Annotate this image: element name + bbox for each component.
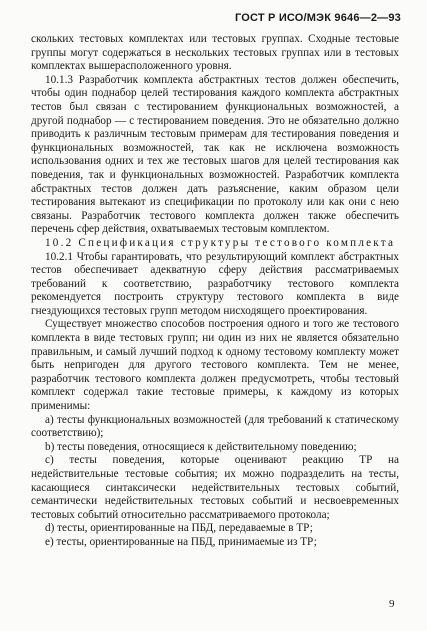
list-item-c: c) тесты поведения, которые оценивают реакцию ТР на недействительные тестовые события; их можно подразделить на тесты, касающиеся синтаксически недействительных тестовых событий, семантически недействительных тестовых событий и несвоевременных тестовых событий относительно рассматриваемого протокола; [31,454,399,521]
paragraph-continuation: скольких тестовых комплектах или тестовых группах. Сходные тестовые группы могут содержаться в нескольких тестовых группах или в тестовых комплектах вышерасположенного уровня. [31,33,399,73]
page-number: 9 [389,598,395,610]
paragraph-10-2-1: 10.2.1 Чтобы гарантировать, что результирующий комплект абстрактных тестов обеспечивает адекватную сферу действия рассматриваемых требований к соответствию, разработчику тестового комплекта рекомендуется построить структуру тестового комплекта в виде гнездующихся тестовых групп методом нисходящего проектирования. [31,250,399,317]
page-body [31,33,399,550]
paragraph-approaches: Существует множество способов построения одного и того же тестового комплекта в виде тестовых групп; ни один из них не является обязательно правильным, и самый лучший подход к одному тестовому комплекту может быть непригоден для другого тестового комплекта. Тем не менее, разработчик тестового комплекта должен предусмотреть, чтобы тестовый комплект содержал такие тестовые примеры, к каждому из которых применимы: [31,318,399,413]
running-header: ГОСТ Р ИСО/МЭК 9646—2—93 [234,12,401,24]
section-heading-10-2: 10.2 Спецификация структуры тестового комплекта [45,236,396,249]
list-item-e: e) тесты, ориентированные на ПБД, принимаемые из ТР; [45,535,317,548]
paragraph-10-1-3: 10.1.3 Разработчик комплекта абстрактных тестов должен обеспечить, чтобы один поднабор целей тестирования каждого комплекта абстрактных тестов был связан с тестированием функциональных возможностей, а другой поднабор — с тестированием поведения. Это не обязательно должно приводить к различным тестовым примерам для тестирования поведения и функциональных возможностей, так как не исключена возможность использования одних и тех же тестовых шагов для целей тестирования как поведения, так и функциональных возможностей. Разработчик комплекта абстрактных тестов должен дать разъяснение, каким образом цели тестирования вытекают из спецификации по протоколу или как они с нею связаны. Разработчик тестового комплекта должен также обеспечить перечень сфер действия, охватываемых тестовым комплектом. [31,73,399,236]
list-item-d: d) тесты, ориентированные на ПБД, передаваемые в ТР; [45,522,313,535]
list-item-a: a) тесты функциональных возможностей (для требований к статическому соответствию); [31,413,399,440]
list-item-b: b) тесты поведения, относящиеся к действительному поведению; [45,440,357,453]
